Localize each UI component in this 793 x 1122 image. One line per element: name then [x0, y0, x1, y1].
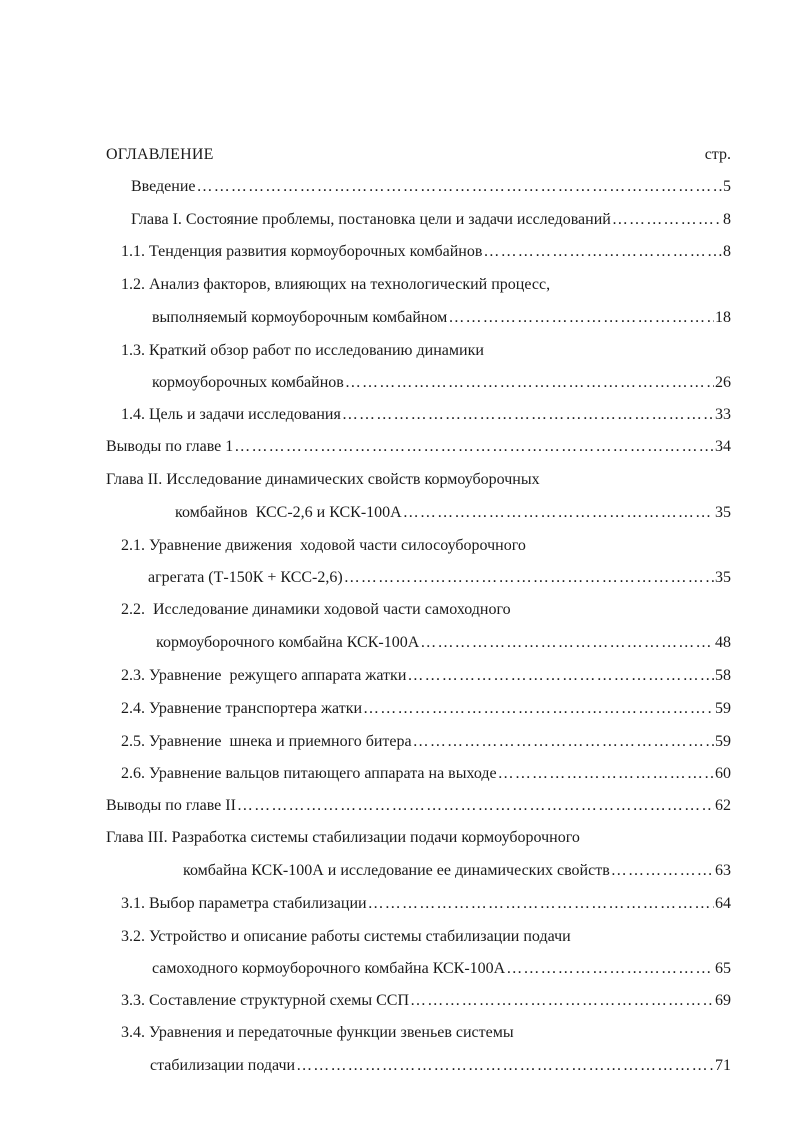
toc-entry-page: 64	[715, 895, 731, 912]
dot-leader	[506, 958, 714, 980]
toc-entry-text: 2.6. Уравнение вальцов питающего аппарата на выходе	[121, 765, 497, 782]
toc-entry-page: 69	[715, 992, 731, 1009]
toc-entry-line	[121, 535, 526, 557]
toc-entry	[121, 731, 731, 753]
toc-entry-line	[121, 599, 511, 621]
toc-entry-text: 1.2. Анализ факторов, влияющих на технологический процесс,	[121, 276, 551, 293]
toc-entry	[148, 567, 731, 589]
toc-entry-page: 59	[715, 700, 731, 717]
toc-entry-line	[106, 827, 580, 849]
dot-leader	[410, 990, 714, 1012]
toc-entry-text: агрегата (Т-150К + КСС-2,6)	[148, 569, 343, 586]
toc-entry	[152, 958, 731, 980]
toc-entry-text: Выводы по главе II	[106, 797, 236, 814]
dot-leader	[413, 731, 714, 753]
toc-entry-page: 59	[715, 733, 731, 750]
toc-entry	[121, 404, 731, 426]
toc-entry-text: стабилизации подачи	[150, 1057, 296, 1074]
dot-leader	[483, 241, 722, 263]
toc-entry-text: 1.3. Краткий обзор работ по исследованию динамики	[121, 342, 484, 359]
toc-entry-line	[106, 469, 540, 491]
toc-entry	[106, 795, 731, 817]
toc-entry-text: 1.1. Тенденция развития кормоуборочных комбайнов	[121, 243, 483, 260]
dot-leader	[611, 860, 714, 882]
toc-title: ОГЛАВЛЕНИЕ	[106, 146, 214, 163]
dot-leader	[448, 307, 714, 329]
toc-entry-text: выполняемый кормоуборочным комбайном	[152, 309, 448, 326]
dot-leader	[612, 209, 722, 231]
dot-leader	[345, 372, 714, 394]
toc-entry-text: кормоуборочных комбайнов	[152, 374, 344, 391]
toc-entry-page: 8	[723, 211, 731, 228]
toc-entry-line	[121, 1022, 514, 1044]
toc-entry-page: 35	[715, 569, 731, 586]
toc-entry-text: 1.4. Цель и задачи исследования	[121, 406, 341, 423]
dot-leader	[234, 436, 714, 458]
toc-entry-text: Глава III. Разработка системы стабилизации подачи кормоуборочного	[106, 829, 580, 846]
toc-entry-page: 34	[715, 438, 731, 455]
toc-entry	[121, 990, 731, 1012]
toc-entry-text: 3.2. Устройство и описание работы системы стабилизации подачи	[121, 928, 571, 945]
dot-leader	[498, 763, 714, 785]
toc-entry-text: 2.4. Уравнение транспортера жатки	[121, 700, 363, 717]
toc-entry	[156, 632, 731, 654]
toc-entry-text: Выводы по главе 1	[106, 438, 234, 455]
toc-entry-page: 33	[715, 406, 731, 423]
dot-leader	[363, 698, 714, 720]
toc-entry-page: 48	[715, 634, 731, 651]
toc-entry-text: 3.3. Составление структурной схемы ССП	[121, 992, 410, 1009]
toc-entry	[121, 241, 731, 263]
toc-entry	[121, 763, 731, 785]
toc-entry-line	[121, 926, 571, 948]
toc-entry	[150, 1055, 731, 1077]
toc-entry-text: 2.2. Исследование динамики ходовой части самоходного	[121, 601, 511, 618]
toc-entry-line	[121, 274, 550, 296]
toc-entry-text: 3.4. Уравнения и передаточные функции звеньев системы	[121, 1024, 514, 1041]
toc-entry-text: Глава I. Состояние проблемы, постановка цели и задачи исследований	[131, 211, 611, 228]
toc-entry	[106, 436, 731, 458]
toc-entry-page: 35	[715, 504, 731, 521]
toc-entry-text: Глава II. Исследование динамических свойств кормоуборочных	[106, 471, 540, 488]
toc-entry-page: 62	[715, 797, 731, 814]
toc-entry	[121, 893, 731, 915]
toc-entry-page: 60	[715, 765, 731, 782]
dot-leader	[420, 632, 714, 654]
toc-entry-text: самоходного кормоуборочного комбайна КСК-100А	[152, 960, 506, 977]
dot-leader	[296, 1055, 714, 1077]
toc-entry	[183, 860, 731, 882]
toc-entry-page: 71	[715, 1057, 731, 1074]
toc-entry-text: 2.3. Уравнение режущего аппарата жатки	[121, 667, 407, 684]
dot-leader	[344, 567, 714, 589]
toc-entry	[175, 502, 731, 524]
toc-entry-page: 65	[715, 960, 731, 977]
toc-entry-text: комбайна КСК-100А и исследование ее динамических свойств	[183, 862, 610, 879]
toc-entry-text: Введение	[131, 178, 196, 195]
dot-leader	[342, 404, 714, 426]
toc-entry	[131, 209, 731, 231]
toc-entry	[152, 307, 731, 329]
toc-entry-text: кормоуборочного комбайна КСК-100А	[156, 634, 420, 651]
toc-entry	[131, 176, 731, 198]
page-column-header: стр.	[704, 146, 731, 163]
toc-entry-page: 8	[723, 243, 731, 260]
dot-leader	[237, 795, 714, 817]
toc-entry	[121, 665, 731, 687]
toc-entry-text: 2.1. Уравнение движения ходовой части силосоуборочного	[121, 537, 526, 554]
toc-entry	[152, 372, 731, 394]
toc-entry-page: 5	[723, 178, 731, 195]
toc-entry-page: 63	[715, 862, 731, 879]
toc-entry-page: 58	[715, 667, 731, 684]
toc-entry	[121, 698, 731, 720]
toc-entry-text: комбайнов КСС-2,6 и КСК-100А	[175, 504, 402, 521]
toc-entry-page: 18	[715, 309, 731, 326]
toc-entry-text: 3.1. Выбор параметра стабилизации	[121, 895, 367, 912]
dot-leader	[407, 665, 714, 687]
toc-entry-text: 2.5. Уравнение шнека и приемного битера	[121, 733, 412, 750]
dot-leader	[368, 893, 714, 915]
toc-entry-line	[121, 340, 484, 362]
toc-entry-page: 26	[715, 374, 731, 391]
dot-leader	[403, 502, 714, 524]
dot-leader	[197, 176, 723, 198]
